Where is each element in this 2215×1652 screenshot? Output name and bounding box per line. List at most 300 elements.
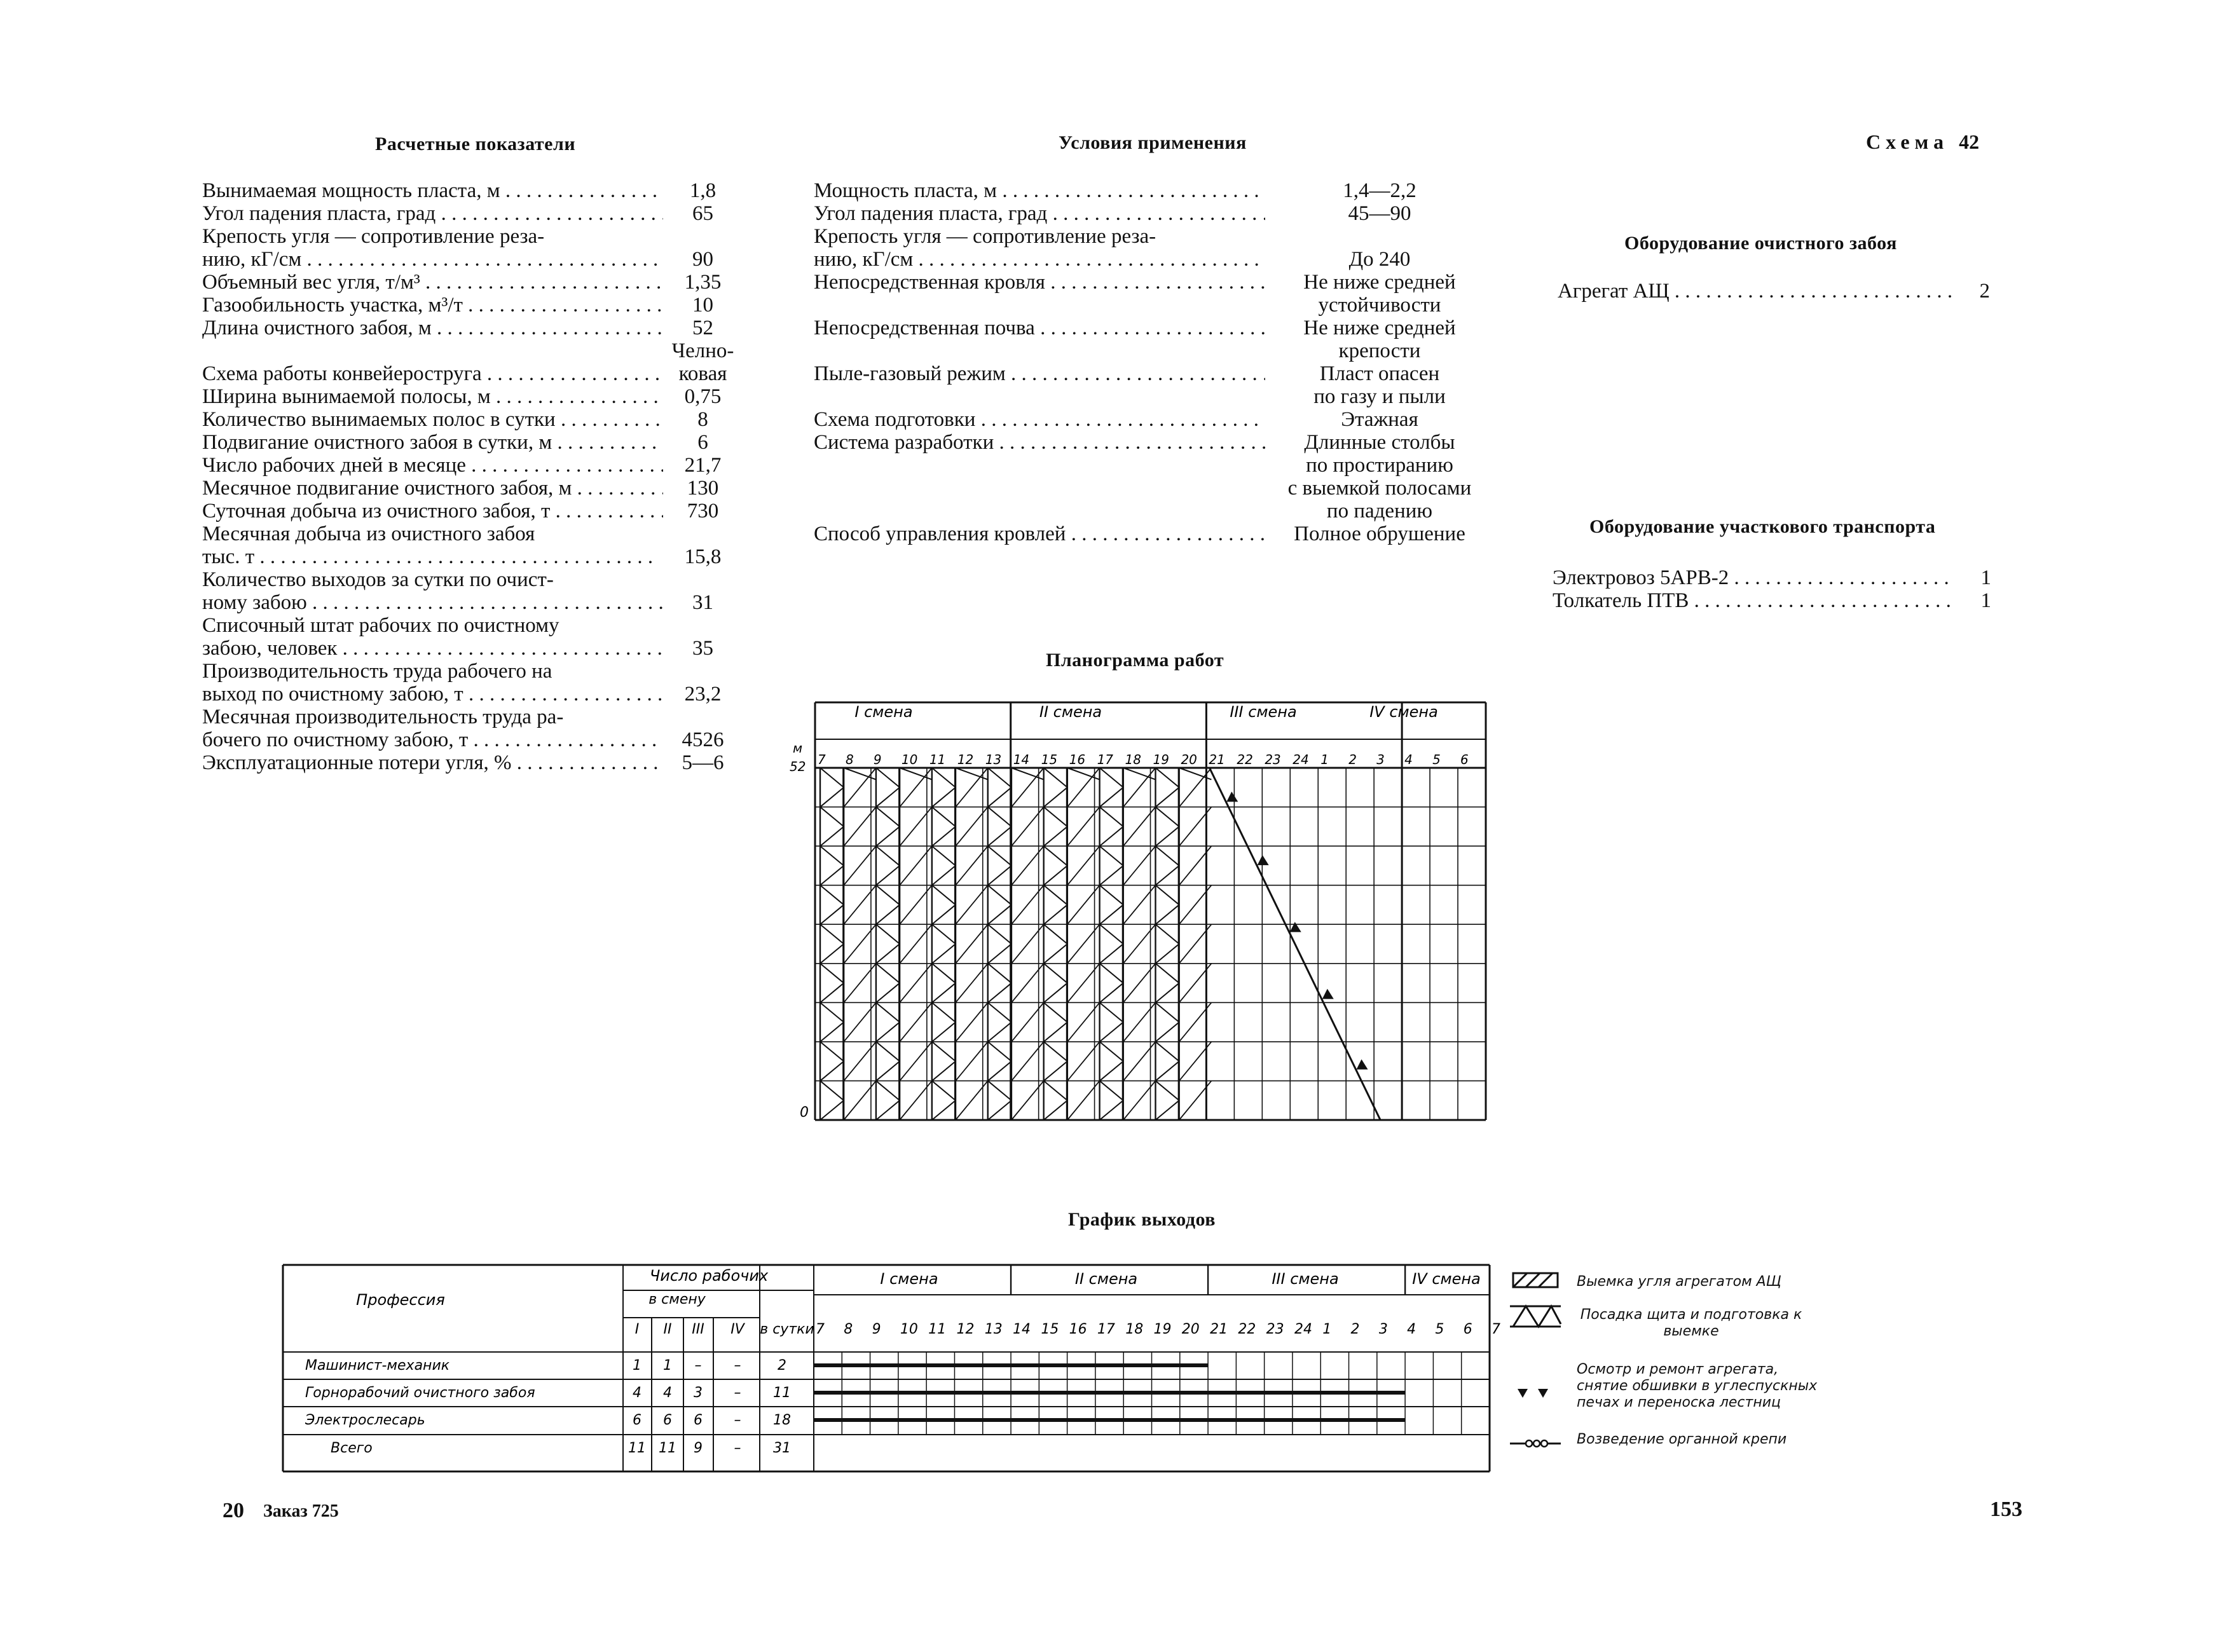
row-name: Машинист-механик xyxy=(305,1358,450,1374)
zigzag-segment xyxy=(932,924,956,944)
indicator-row xyxy=(202,568,736,591)
zigzag-segment xyxy=(820,768,844,788)
zigzag-segment xyxy=(988,944,1011,964)
zigzag-segment xyxy=(988,826,1011,846)
col-profession: Профессия xyxy=(356,1291,445,1309)
row-label: Пыле-газовый режим . . xyxy=(814,362,1265,385)
zigzag-segment xyxy=(932,846,956,866)
shift-label-4: IV смена xyxy=(1369,703,1438,721)
zigzag-segment xyxy=(932,826,956,846)
repair-marker xyxy=(1357,1059,1368,1069)
row-value: Длинные столбы по простиранию с выемкой полосами по падению xyxy=(1287,431,1472,522)
zigzag-segment xyxy=(876,826,900,846)
row-name: Всего xyxy=(331,1440,373,1456)
indicator-row xyxy=(202,271,736,294)
row-label: Схема подготовки . . xyxy=(814,408,1265,431)
row-value: Челно- ковая xyxy=(671,339,734,385)
zigzag-segment xyxy=(876,924,900,944)
row-label: Угол падения пласта, град . . xyxy=(202,202,663,225)
zigzag-segment xyxy=(988,924,1011,944)
indicator-row xyxy=(202,179,736,202)
zigzag-segment xyxy=(1100,1081,1123,1100)
zigzag-segment xyxy=(1156,788,1179,807)
zigzag-segment xyxy=(820,788,844,807)
cell-s1: 1 xyxy=(633,1358,641,1374)
row-value: 8 xyxy=(697,408,708,431)
zigzag-segment xyxy=(1044,1100,1067,1120)
hour-label: 12 xyxy=(957,752,974,767)
col-shift-iv: IV xyxy=(730,1321,744,1337)
row-label: Списочный штат рабочих по очистному xyxy=(202,614,559,637)
cell-s3: 3 xyxy=(694,1385,703,1401)
planogram-title: Планограмма работ xyxy=(1046,650,1224,671)
zigzag-segment xyxy=(820,826,844,846)
row-name: Горнорабочий очистного забоя xyxy=(305,1385,535,1401)
cell-s2: 11 xyxy=(659,1440,676,1456)
zigzag-segment xyxy=(932,964,956,983)
zigzag-segment xyxy=(876,846,900,866)
hour-label: 7 xyxy=(1492,1321,1500,1337)
indicator-row xyxy=(202,339,736,385)
hour-label: 4 xyxy=(1404,752,1413,767)
cell-day: 31 xyxy=(773,1440,791,1456)
indicator-row xyxy=(202,683,736,706)
cell-day: 11 xyxy=(773,1385,791,1401)
page-left-number: 20 xyxy=(223,1499,244,1522)
zigzag-segment xyxy=(1044,846,1067,866)
zigzag-segment xyxy=(1044,1081,1067,1100)
cell-day: 18 xyxy=(773,1412,791,1428)
row-value: 90 xyxy=(692,248,713,271)
cell-s4: – xyxy=(734,1440,741,1456)
indicator-row xyxy=(202,728,736,751)
row-label: Способ управления кровлей . . xyxy=(814,522,1265,545)
indicator-row xyxy=(202,591,736,614)
row-label: Месячная добыча из очистного забоя xyxy=(202,522,535,545)
row-value: Пласт опасен по газу и пыли xyxy=(1313,362,1446,408)
zigzag-segment xyxy=(1044,807,1067,827)
repair-marker xyxy=(1258,855,1269,865)
row-label: Система разработки . . xyxy=(814,431,1265,454)
zigzag-segment xyxy=(932,1042,956,1062)
zigzag-segment xyxy=(988,846,1011,866)
row-label: выход по очистному забою, т . . xyxy=(202,683,663,706)
zigzag-segment xyxy=(820,905,844,924)
row-value: 1,8 xyxy=(689,179,717,202)
zigzag-segment xyxy=(988,866,1011,885)
row-label: нию, кГ/см . . xyxy=(814,248,1265,271)
zigzag-segment xyxy=(1100,983,1123,1003)
zigzag-segment xyxy=(988,807,1011,827)
legend-symbols xyxy=(1510,1268,1586,1459)
row-label: бочего по очистному забою, т . . xyxy=(202,728,663,751)
zigzag-segment xyxy=(1100,1042,1123,1062)
zigzag-segment xyxy=(820,846,844,866)
indicator-row xyxy=(202,614,736,637)
hour-label: 2 xyxy=(1348,752,1357,767)
zigzag-segment xyxy=(820,1081,844,1100)
hour-label: 24 xyxy=(1294,1321,1312,1337)
face-equipment-heading: Оборудование очистного забоя xyxy=(1624,233,1897,254)
indicator-row xyxy=(202,706,736,728)
indicator-row xyxy=(202,248,736,271)
indicator-row xyxy=(202,477,736,500)
zigzag-segment xyxy=(932,1062,956,1081)
indicator-row xyxy=(202,522,736,545)
row-value: 45—90 xyxy=(1348,202,1411,225)
hour-label: 7 xyxy=(818,752,826,767)
zigzag-segment xyxy=(988,768,1011,788)
zigzag-segment xyxy=(876,905,900,924)
legend-item: Возведение органной крепи xyxy=(1577,1431,1787,1447)
cell-s2: 1 xyxy=(663,1358,672,1374)
shift-label-2: II смена xyxy=(1039,703,1102,721)
row-value: 52 xyxy=(692,317,713,339)
exits-shift-1: I смена xyxy=(880,1270,938,1288)
row-value: 23,2 xyxy=(684,683,722,706)
row-name: Электрослесарь xyxy=(305,1412,425,1428)
indicator-row xyxy=(814,179,1494,202)
exits-title: График выходов xyxy=(1068,1209,1216,1230)
hour-label: 16 xyxy=(1069,1321,1087,1337)
row-value: 15,8 xyxy=(684,545,722,568)
exits-table xyxy=(280,1262,1500,1478)
zigzag-segment xyxy=(1100,807,1123,827)
row-label: Длина очистного забоя, м . . xyxy=(202,317,663,339)
cell-day: 2 xyxy=(778,1358,786,1374)
zigzag-segment xyxy=(876,944,900,964)
indicator-row xyxy=(814,202,1494,225)
zigzag-segment xyxy=(932,866,956,885)
zigzag-segment xyxy=(932,1100,956,1120)
row-value: 130 xyxy=(687,477,719,500)
row-label: забою, человек . . xyxy=(202,637,663,660)
hour-label: 21 xyxy=(1209,752,1225,767)
zigzag-segment xyxy=(932,983,956,1003)
hour-label: 14 xyxy=(1013,752,1030,767)
row-label: Крепость угля — сопротивление реза- xyxy=(814,225,1156,248)
zigzag-segment xyxy=(1100,788,1123,807)
hour-label: 4 xyxy=(1407,1321,1416,1337)
zigzag-segment xyxy=(932,944,956,964)
hour-label: 1 xyxy=(1320,752,1329,767)
repair-marker xyxy=(1290,922,1301,932)
zigzag-segment xyxy=(820,964,844,983)
zigzag-segment xyxy=(932,1022,956,1042)
zigzag-segment xyxy=(876,1062,900,1081)
zigzag-segment xyxy=(988,905,1011,924)
zigzag-segment xyxy=(988,1100,1011,1120)
indicator-row xyxy=(814,271,1494,317)
hour-label: 1 xyxy=(1322,1321,1332,1337)
row-value: 0,75 xyxy=(684,385,722,408)
indicator-row xyxy=(202,294,736,317)
y-bottom-label: 0 xyxy=(800,1105,809,1121)
row-label: Количество вынимаемых полос в сутки . . xyxy=(202,408,663,431)
hour-label: 15 xyxy=(1041,752,1058,767)
row-label: Суточная добыча из очистного забоя, т . . xyxy=(202,500,663,522)
hour-label: 5 xyxy=(1432,752,1441,767)
row-label: Число рабочих дней в месяце . . xyxy=(202,454,663,477)
zigzag-segment xyxy=(876,1022,900,1042)
cell-s3: – xyxy=(694,1358,702,1374)
item-value: 1 xyxy=(1980,566,1991,589)
hour-label: 8 xyxy=(844,1321,853,1337)
zigzag-segment xyxy=(876,788,900,807)
zigzag-segment xyxy=(876,866,900,885)
zigzag-segment xyxy=(1044,768,1067,788)
indicator-row xyxy=(202,385,736,408)
hour-label: 17 xyxy=(1097,1321,1115,1337)
row-label: Месячное подвигание очистного забоя, м . . xyxy=(202,477,663,500)
zigzag-segment xyxy=(988,1042,1011,1062)
zigzag-segment xyxy=(876,1081,900,1100)
cell-s3: 6 xyxy=(694,1412,703,1428)
zigzag-segment xyxy=(876,807,900,827)
row-label: Ширина вынимаемой полосы, м . . xyxy=(202,385,663,408)
zigzag-segment xyxy=(1044,866,1067,885)
row-label: Угол падения пласта, град . . xyxy=(814,202,1265,225)
zigzag-segment xyxy=(932,807,956,827)
zigzag-segment xyxy=(876,964,900,983)
hour-label: 23 xyxy=(1266,1321,1284,1337)
zigzag-segment xyxy=(988,1081,1011,1100)
zigzag-segment xyxy=(1156,866,1179,885)
zigzag-segment xyxy=(1044,1022,1067,1042)
exits-shift-3: III смена xyxy=(1272,1270,1339,1288)
hour-label: 6 xyxy=(1463,1321,1472,1337)
hour-label: 11 xyxy=(928,1321,947,1337)
item-label: Электровоз 5АРВ-2 . . xyxy=(1553,566,1953,589)
hatch-icon xyxy=(1513,1273,1558,1287)
indicator-row xyxy=(202,637,736,660)
hour-label: 20 xyxy=(1181,1321,1200,1337)
hour-label: 22 xyxy=(1238,1321,1256,1337)
triangle-markers-icon xyxy=(1518,1389,1548,1398)
row-value: 1,4—2,2 xyxy=(1343,179,1416,202)
zigzag-segment xyxy=(820,1062,844,1081)
zigzag-segment xyxy=(988,983,1011,1003)
zigzag-segment xyxy=(988,1002,1011,1022)
cell-s1: 11 xyxy=(628,1440,646,1456)
row-value: Не ниже средней устойчивости xyxy=(1303,271,1456,317)
legend-item: Посадка щита и подготовка к выемке xyxy=(1580,1307,1802,1339)
row-value: 4526 xyxy=(682,728,724,751)
hour-label: 18 xyxy=(1125,1321,1144,1337)
hour-label: 11 xyxy=(929,752,946,767)
col-shift-i: I xyxy=(634,1321,640,1337)
zigzag-segment xyxy=(1044,885,1067,905)
hour-label: 18 xyxy=(1125,752,1141,767)
row-value: Этажная xyxy=(1341,408,1418,431)
zigzag-segment xyxy=(932,905,956,924)
zigzag-icon xyxy=(1510,1306,1561,1327)
indicator-row xyxy=(814,522,1494,545)
zigzag-segment xyxy=(988,964,1011,983)
indicator-row xyxy=(202,660,736,683)
transport-item xyxy=(1553,589,1991,612)
zigzag-segment xyxy=(1100,768,1123,788)
item-value: 1 xyxy=(1980,589,1991,612)
row-label: Крепость угля — сопротивление реза- xyxy=(202,225,545,248)
cell-s4: – xyxy=(734,1412,741,1428)
zigzag-segment xyxy=(820,944,844,964)
zigzag-segment xyxy=(1156,807,1179,827)
planogram-chart xyxy=(788,693,1488,1138)
hour-label: 12 xyxy=(956,1321,975,1337)
row-label: Количество выходов за сутки по очист- xyxy=(202,568,554,591)
item-value: 2 xyxy=(1979,280,1990,303)
exits-shift-4: IV смена xyxy=(1412,1270,1481,1288)
hour-label: 14 xyxy=(1013,1321,1031,1337)
hour-label: 10 xyxy=(900,1321,918,1337)
hour-label: 3 xyxy=(1376,752,1385,767)
left-heading: Расчетные показатели xyxy=(375,133,576,154)
col-shift-iii: III xyxy=(692,1321,704,1337)
item-label: Агрегат АЩ . . xyxy=(1558,280,1952,303)
zigzag-segment xyxy=(1156,826,1179,846)
repair-marker xyxy=(1226,791,1238,802)
zigzag-segment xyxy=(1100,964,1123,983)
hour-label: 19 xyxy=(1153,752,1169,767)
y-unit: м xyxy=(793,741,803,756)
shift-label-3: III смена xyxy=(1230,703,1297,721)
zigzag-segment xyxy=(988,1022,1011,1042)
cell-s4: – xyxy=(734,1358,741,1374)
zigzag-segment xyxy=(1156,1022,1179,1042)
scheme-label xyxy=(1866,130,1979,154)
zigzag-segment xyxy=(1044,1042,1067,1062)
row-label: Подвигание очистного забоя в сутки, м . . xyxy=(202,431,663,454)
hour-label: 5 xyxy=(1435,1321,1444,1337)
zigzag-segment xyxy=(876,768,900,788)
hour-label: 17 xyxy=(1097,752,1114,767)
scheme-word: Схема xyxy=(1866,130,1949,153)
exits-shift-2: II смена xyxy=(1074,1270,1138,1288)
hour-label: 9 xyxy=(872,1321,881,1337)
hour-label: 8 xyxy=(845,752,854,767)
zigzag-segment xyxy=(1100,1062,1123,1081)
face-equipment-item xyxy=(1558,280,1990,303)
row-value: 21,7 xyxy=(684,454,722,477)
zigzag-segment xyxy=(932,1081,956,1100)
hour-label: 9 xyxy=(873,752,882,767)
zigzag-segment xyxy=(932,788,956,807)
zigzag-segment xyxy=(1044,788,1067,807)
zigzag-segment xyxy=(1044,1062,1067,1081)
indicator-row xyxy=(202,202,736,225)
hour-label: 24 xyxy=(1293,752,1309,767)
indicator-row xyxy=(814,362,1494,408)
hour-label: 23 xyxy=(1265,752,1281,767)
zigzag-segment xyxy=(1100,866,1123,885)
col-per-shift: в смену xyxy=(648,1292,706,1307)
indicator-row xyxy=(202,225,736,248)
zigzag-segment xyxy=(1100,1022,1123,1042)
zigzag-segment xyxy=(1100,1002,1123,1022)
legend-item: Осмотр и ремонт агрегата, снятие обшивки в углеспускных печах и переноска лестниц xyxy=(1577,1362,1818,1410)
indicator-row xyxy=(202,317,736,339)
middle-heading: Условия применения xyxy=(1059,132,1247,153)
legend-item: Выемка угля агрегатом АЩ xyxy=(1577,1274,1781,1290)
page-right-number: 153 xyxy=(1990,1498,2022,1521)
indicator-row xyxy=(202,751,736,774)
row-value: 730 xyxy=(687,500,719,522)
zigzag-segment xyxy=(820,866,844,885)
row-value: 31 xyxy=(692,591,713,614)
cell-s1: 4 xyxy=(633,1385,641,1401)
hour-label: 20 xyxy=(1181,752,1197,767)
zigzag-segment xyxy=(988,788,1011,807)
zigzag-segment xyxy=(1044,924,1067,944)
hour-label: 21 xyxy=(1210,1321,1228,1337)
cell-s1: 6 xyxy=(633,1412,641,1428)
zigzag-segment xyxy=(1100,885,1123,905)
hour-label: 6 xyxy=(1460,752,1469,767)
zigzag-segment xyxy=(1156,846,1179,866)
zigzag-segment xyxy=(820,807,844,827)
row-label: Эксплуатационные потери угля, % . . xyxy=(202,751,663,774)
zigzag-segment xyxy=(1100,846,1123,866)
zigzag-segment xyxy=(1156,768,1179,788)
row-value: Полное обрушение xyxy=(1294,522,1465,545)
row-label: Газообильность участка, м³/т . . xyxy=(202,294,663,317)
row-value: 1,35 xyxy=(684,271,722,294)
col-shift-ii: II xyxy=(663,1321,672,1337)
zigzag-segment xyxy=(1156,924,1179,944)
indicator-row xyxy=(814,317,1494,362)
row-value: 35 xyxy=(692,637,713,660)
zigzag-segment xyxy=(876,983,900,1003)
zigzag-segment xyxy=(876,1002,900,1022)
indicator-row xyxy=(814,248,1494,271)
indicator-row xyxy=(202,454,736,477)
zigzag-segment xyxy=(932,1002,956,1022)
shift-label-1: I смена xyxy=(854,703,913,721)
zigzag-segment xyxy=(820,1042,844,1062)
cell-s3: 9 xyxy=(694,1440,703,1456)
hour-label: 13 xyxy=(984,1321,1003,1337)
hour-label: 3 xyxy=(1378,1321,1388,1337)
hour-label: 16 xyxy=(1069,752,1086,767)
zigzag-segment xyxy=(1044,905,1067,924)
row-label: Производительность труда рабочего на xyxy=(202,660,552,683)
zigzag-segment xyxy=(932,768,956,788)
zigzag-segment xyxy=(1156,1062,1179,1081)
repair-marker xyxy=(1322,989,1334,999)
zigzag-segment xyxy=(1100,905,1123,924)
zigzag-segment xyxy=(1156,1002,1179,1022)
y-top-label: 52 xyxy=(790,759,806,774)
indicator-row xyxy=(202,545,736,568)
indicator-row xyxy=(202,500,736,522)
row-value: 65 xyxy=(692,202,713,225)
row-label: Мощность пласта, м . . xyxy=(814,179,1265,202)
row-value: 6 xyxy=(697,431,708,454)
cell-s2: 6 xyxy=(663,1412,672,1428)
zigzag-segment xyxy=(820,885,844,905)
zigzag-segment xyxy=(820,1002,844,1022)
zigzag-segment xyxy=(1156,964,1179,983)
hour-label: 7 xyxy=(816,1321,825,1337)
scheme-number: 42 xyxy=(1959,130,1980,153)
row-value: 5—6 xyxy=(682,751,724,774)
row-label: Непосредственная почва . . xyxy=(814,317,1265,339)
indicator-row xyxy=(814,225,1494,248)
hour-label: 2 xyxy=(1350,1321,1360,1337)
zigzag-segment xyxy=(1156,885,1179,905)
hour-label: 15 xyxy=(1041,1321,1059,1337)
